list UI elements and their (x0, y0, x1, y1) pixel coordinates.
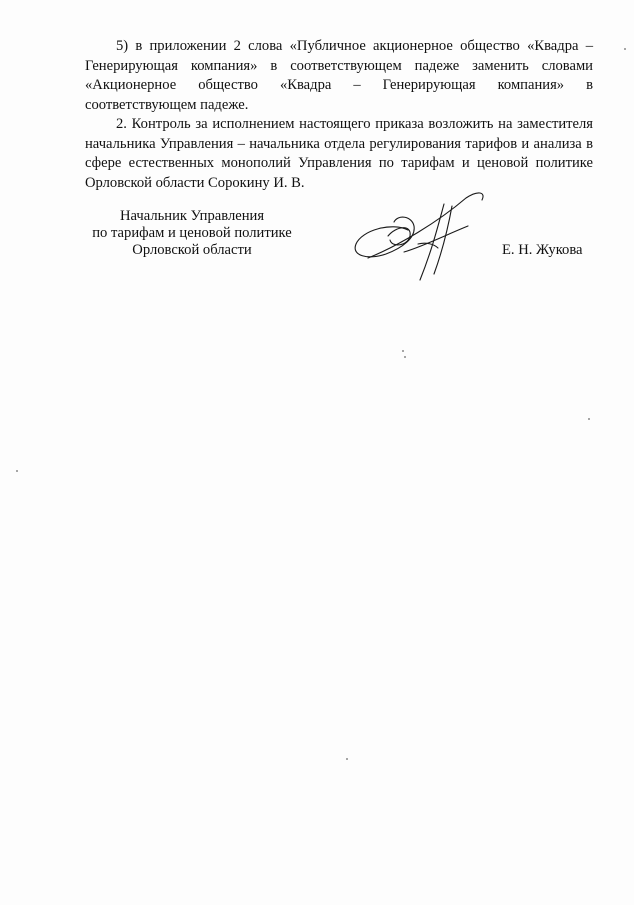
paragraph-item-2: 2. Контроль за исполнением настоящего приказа возложить на заместителя начальника Управления – начальника отдела регулирования тарифов и анализа в сфере естественных монополий Управления по тарифам и ценовой политике Орловской области Сорокину И. В. (85, 116, 593, 191)
scan-speck (16, 470, 18, 472)
scan-speck (402, 350, 404, 352)
paragraph-item-5: 5) в приложении 2 слова «Публичное акционерное общество «Квадра – Генерирующая компания» в соответствующем падеже заменить словами «Акционерное общество «Квадра – Генерирующая компания» в соответствующем падеже. (85, 38, 593, 113)
signer-name: Е. Н. Жукова (502, 242, 583, 258)
signer-title (78, 208, 306, 259)
signer-title-line-2: по тарифам и ценовой политике (92, 225, 292, 241)
scan-speck (588, 418, 590, 420)
signer-title-line-3: Орловской области (132, 242, 252, 258)
scan-speck (404, 356, 406, 358)
scan-speck (624, 48, 626, 50)
signer-title-line-1: Начальник Управления (119, 208, 265, 224)
scan-speck (346, 758, 348, 760)
handwritten-signature (348, 186, 493, 286)
